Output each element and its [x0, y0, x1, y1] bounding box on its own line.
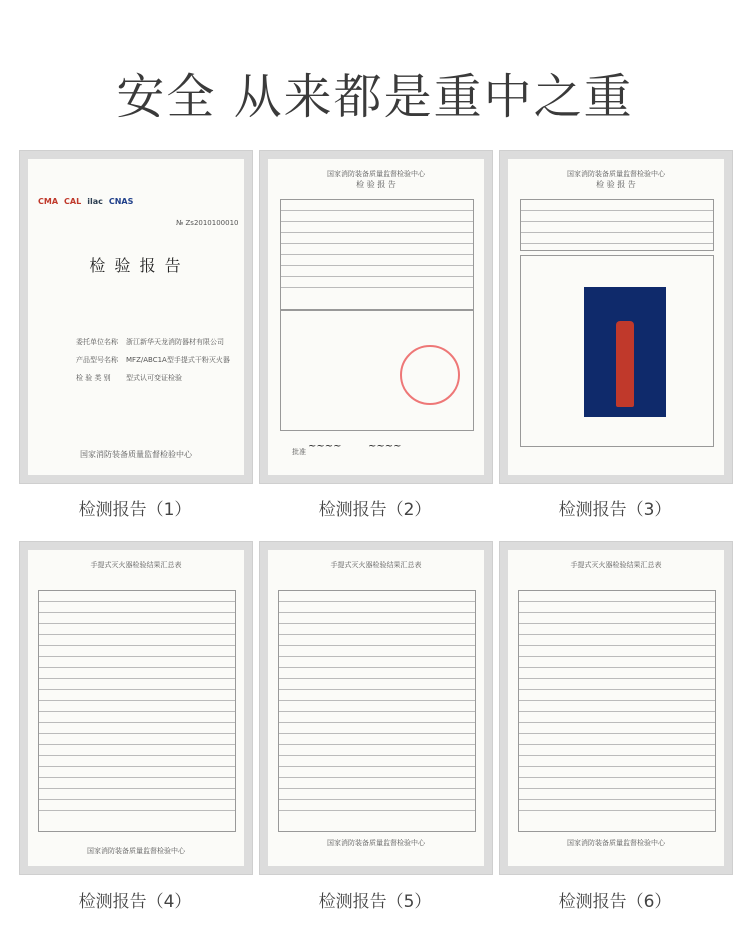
- field-value: 浙江新华天龙消防器材有限公司: [126, 338, 224, 346]
- report-table: [518, 590, 716, 832]
- report-image-1: [28, 159, 244, 475]
- report-card-1[interactable]: [19, 150, 253, 484]
- field-value: 型式认可变证检验: [126, 374, 182, 382]
- report-doc-title: 检 验 报 告: [356, 180, 396, 189]
- report-header: 手提式灭火器检验结果汇总表: [570, 561, 662, 569]
- field-value: MFZ/ABC1A型手提式干粉灭火器: [126, 356, 230, 364]
- report-caption-1: 检测报告（1）: [78, 500, 192, 520]
- report-image-3: [508, 159, 724, 475]
- report-footer: 国家消防装备质量监督检验中心: [80, 450, 192, 459]
- report-card-5[interactable]: [259, 541, 493, 875]
- report-header: 手提式灭火器检验结果汇总表: [90, 561, 182, 569]
- report-footer: 国家消防装备质量监督检验中心: [327, 839, 425, 847]
- report-header: 国家消防装备质量监督检验中心: [567, 170, 665, 178]
- report-doc-title: 检 验 报 告: [89, 256, 183, 275]
- report-card-6[interactable]: [499, 541, 733, 875]
- report-caption-6: 检测报告（6）: [558, 892, 672, 912]
- report-card-4[interactable]: [19, 541, 253, 875]
- official-stamp-icon: [400, 345, 460, 405]
- report-caption-3: 检测报告（3）: [558, 500, 672, 520]
- cma-logo-icon: CMA: [38, 197, 59, 206]
- report-doc-title: 检 验 报 告: [596, 180, 636, 189]
- field-label: 产品型号名称: [76, 356, 118, 364]
- ilac-logo-icon: ilac: [87, 197, 103, 206]
- signature-icon: ~~~~: [308, 441, 342, 452]
- report-table: [520, 199, 714, 251]
- field-label: 检 验 类 别: [76, 374, 111, 382]
- field-label: 委托单位名称: [76, 338, 118, 346]
- fire-extinguisher-icon: [616, 321, 634, 407]
- report-footer: 国家消防装备质量监督检验中心: [87, 847, 185, 855]
- report-number: № Zs2010100010: [176, 219, 239, 227]
- cnas-logo-icon: CNAS: [108, 197, 134, 206]
- report-table: [278, 590, 476, 832]
- report-table: [38, 590, 236, 832]
- report-card-2[interactable]: [259, 150, 493, 484]
- report-header: 手提式灭火器检验结果汇总表: [330, 561, 422, 569]
- report-image-5: [268, 550, 484, 866]
- signature-icon: ~~~~: [368, 441, 402, 452]
- report-image-2: [268, 159, 484, 475]
- page-title: 安全 从来都是重中之重: [116, 69, 634, 125]
- cal-logo-icon: CAL: [64, 197, 82, 206]
- report-image-6: [508, 550, 724, 866]
- report-caption-2: 检测报告（2）: [318, 500, 432, 520]
- report-header: 国家消防装备质量监督检验中心: [327, 170, 425, 178]
- certification-logos: [38, 197, 133, 206]
- report-table: [280, 199, 474, 311]
- report-image-4: [28, 550, 244, 866]
- report-caption-5: 检测报告（5）: [318, 892, 432, 912]
- report-caption-4: 检测报告（4）: [78, 892, 192, 912]
- report-card-3[interactable]: [499, 150, 733, 484]
- report-footer: 国家消防装备质量监督检验中心: [567, 839, 665, 847]
- report-footer: 批准: [292, 448, 306, 456]
